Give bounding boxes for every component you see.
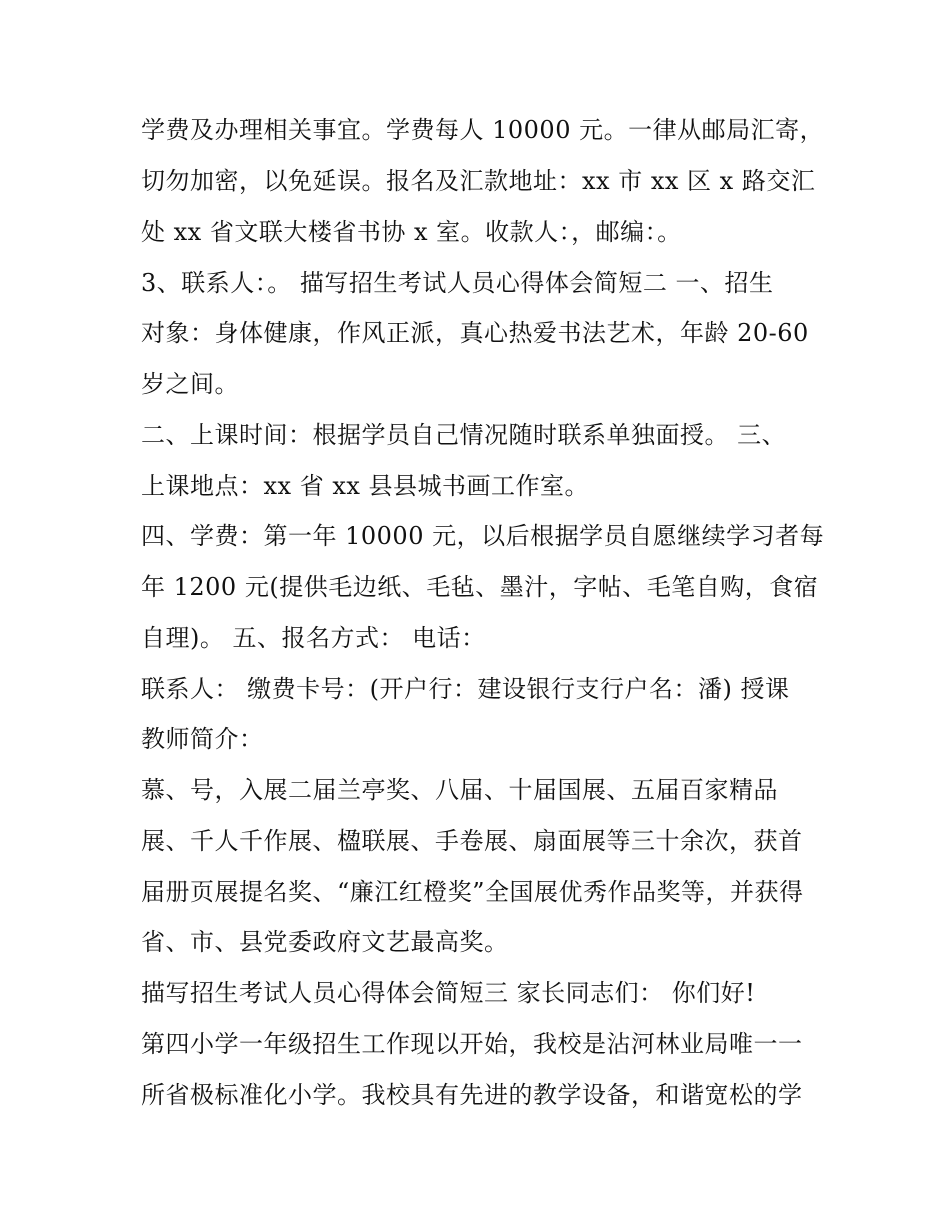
- text-line: 处 xx 省文联大楼省书协 x 室。收款人：，邮编：。: [141, 218, 682, 246]
- text-line: 学费及办理相关事宜。学费每人 10000 元。一律从邮局汇寄，: [141, 116, 825, 144]
- text-line: 所省极标准化小学。我校具有先进的教学设备，和谐宽松的学: [141, 1081, 803, 1109]
- text-line: 岁之间。: [141, 370, 239, 398]
- text-line: 展、千人千作展、楹联展、手卷展、扇面展等三十余次，获首: [141, 827, 803, 855]
- text-line: 第四小学一年级招生工作现以开始，我校是沾河林业局唯一一: [141, 1030, 803, 1058]
- text-line: 3、联系人：。 描写招生考试人员心得体会简短二 一、招生: [141, 269, 774, 297]
- text-line: 描写招生考试人员心得体会简短三 家长同志们： 你们好!: [141, 979, 756, 1007]
- text-line: 年 1200 元(提供毛边纸、毛毡、墨汁，字帖、毛笔自购，食宿: [141, 573, 819, 601]
- text-line: 四、学费：第一年 10000 元，以后根据学员自愿继续学习者每: [141, 522, 825, 550]
- text-line: 对象：身体健康，作风正派，真心热爱书法艺术，年龄 20-60: [141, 319, 809, 347]
- text-line: 切勿加密，以免延误。报名及汇款地址：xx 市 xx 区 x 路交汇: [141, 167, 816, 195]
- text-line: 省、市、县党委政府文艺最高奖。: [141, 928, 509, 956]
- text-line: 届册页展提名奖、“廉江红橙奖”全国展优秀作品奖等，并获得: [141, 878, 804, 906]
- text-line: 二、上课时间：根据学员自己情况随时联系单独面授。 三、: [141, 421, 787, 449]
- text-line: 教师简介：: [141, 725, 264, 753]
- text-line: 联系人： 缴费卡号：(开户行：建设银行支行户名：潘) 授课: [141, 675, 790, 703]
- text-line: 慕、号，入展二届兰亭奖、八届、十届国展、五届百家精品: [141, 776, 778, 804]
- text-line: 上课地点：xx 省 xx 县县城书画工作室。: [141, 472, 590, 500]
- text-line: 自理)。 五、报名方式： 电话：: [141, 624, 486, 652]
